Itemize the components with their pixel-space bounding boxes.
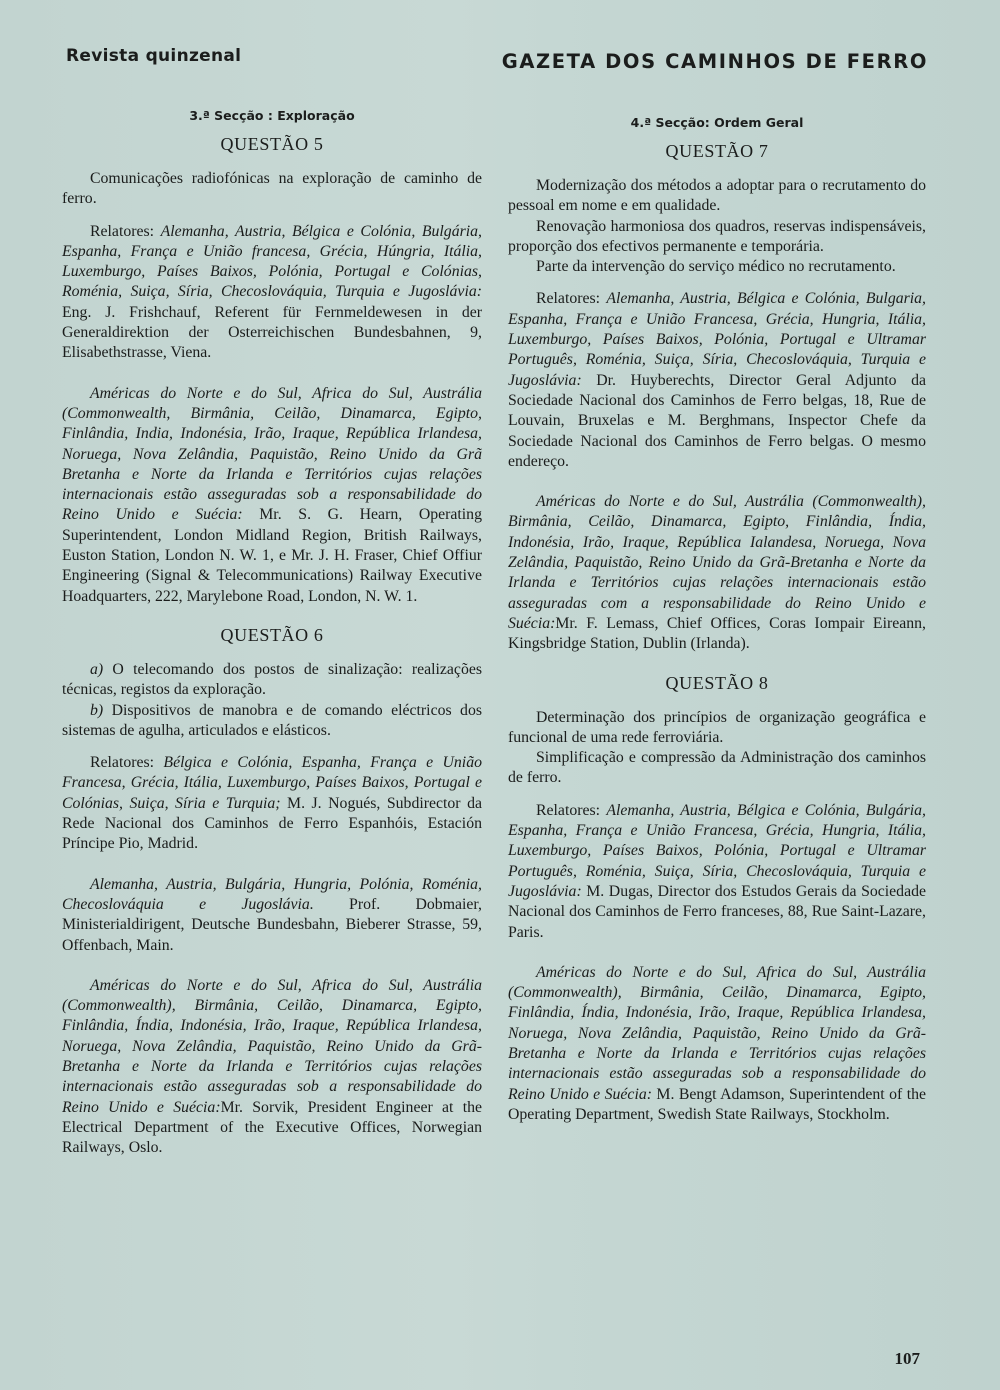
question-6-rapporteurs-2 xyxy=(62,875,482,956)
rapporteurs-countries: Alemanha, Austria, Bulgária, Hungria, Polónia, Roménia, Checoslováquia e Jugoslávia. xyxy=(62,875,482,913)
rapporteurs-person: Mr. Sorvik, President Engineer at the Electrical Department of the Executive Offices, Norwegian Railways, Oslo. xyxy=(62,1098,482,1157)
question-6-item-b xyxy=(62,701,482,742)
left-column xyxy=(62,108,482,1158)
rapporteurs-countries: Alemanha, Austria, Bélgica e Colónia, Bulgaria, Espanha, França e União Francesa, Grécia, Hungria, Itália, Luxemburgo, Países Baixos, Polónia, Portugal e Ultramar Português, Roménia, Suiça, Síria, Checoslováquia, Turquia e Jugoslávia: xyxy=(508,290,926,389)
rapporteurs-person: M. Dugas, Director dos Estudos Gerais da Sociedade Nacional dos Caminhos de Ferro franceses, 88, Rue Saint-Lazare, Paris. xyxy=(508,882,926,941)
rapporteurs-lead: Relatores: xyxy=(536,290,607,308)
question-8-rapporteurs-1 xyxy=(508,801,926,943)
question-7-topic-3: Parte da intervenção do serviço médico no recrutamento. xyxy=(536,258,896,276)
section-heading-ordem-geral: 4.ª Secção: Ordem Geral xyxy=(630,115,804,130)
item-label: a) xyxy=(90,660,104,678)
item-label: b) xyxy=(90,701,104,719)
question-7-rapporteurs-1 xyxy=(508,289,926,472)
rapporteurs-person: Mr. F. Lemass, Chief Offices, Coras Iompair Eireann, Kingsbridge Station, Dublin (Irlanda). xyxy=(508,614,926,653)
rapporteurs-countries: Américas do Norte e do Sul, Austrália (Commonwealth), Birmânia, Ceilão, Dinamarca, Egipto, Finlândia, Índia, Indonésia, Irão, Iraque, República Ialandesa, Noruega, Nova Zelândia, Paquistão, Reino Unido da Grã-Bretanha e Norte da Irlanda e Territórios cujas relações internacionais estão asseguradas com a responsabilidade do Reino Unido e Suécia: xyxy=(508,493,926,632)
rapporteurs-countries: Alemanha, Austria, Bélgica e Colónia, Bulgária, Espanha, França e União francesa, Grécia, Húngria, Itália, Luxemburgo, Países Baixos, Polónia, Portugal e Colónias, Roménia, Suiça, Síria, Checoslováquia, Turquia e Jugoslávia: xyxy=(62,222,482,301)
rapporteurs-countries: Américas do Norte e do Sul, Africa do Sul, Austrália (Commonwealth, Birmânia, Ceilão, Dinamarca, Egipto, Finlândia, India, Indonésia, Irão, Iraque, República Irlandesa, Noruega, Nova Zelândia, Paquistão, Reino Unido da Grã Bretanha e Norte da Irlanda e Territórios cujas relações internacionais estão asseguradas sob a responsabilidade do Reino Unido e Suécia: xyxy=(62,384,482,524)
question-6-title: QUESTÃO 6 xyxy=(220,624,324,645)
question-7-title: QUESTÃO 7 xyxy=(665,141,769,161)
rapporteurs-person: Eng. J. Frishchauf, Referent für Fernmeldewesen in der Generaldirektion der Osterreichischen Bundesbahnen, 9, Elisabethstrasse, Viena. xyxy=(62,303,482,362)
rapporteurs-person: Prof. Dobmaier, Ministerialdirigent, Deutsche Bundesbahn, Bieberer Strasse, 59, Offenbach, Main. xyxy=(62,895,482,954)
question-6-rapporteurs-1 xyxy=(62,753,482,854)
header-left: Revista quinzenal xyxy=(66,46,242,66)
rapporteurs-countries: Bélgica e Colónia, Espanha, França e União Francesa, Grécia, Itália, Luxemburgo, Países Baixos, Portugal e Colónias, Suiça, Síria e Turquia; xyxy=(62,754,482,812)
question-7-topic-1: Modernização dos métodos a adoptar para o recrutamento do pessoal em nome e em qualidade. xyxy=(508,177,926,215)
right-column xyxy=(508,108,926,1125)
header-right: GAZETA DOS CAMINHOS DE FERRO xyxy=(501,50,928,73)
question-7-rapporteurs-2 xyxy=(508,492,926,654)
question-5-title: QUESTÃO 5 xyxy=(220,134,324,154)
item-text: O telecomando dos postos de sinalização: realizações técnicas, registos da exploração. xyxy=(62,660,482,699)
rapporteurs-countries: Américas do Norte e do Sul, Africa do Sul, Austrália (Commonwealth), Birmânia, Ceilão, Dinamarca, Egipto, Finlândia, Índia, Indonésia, Irão, Iraque, República Irlandesa, Noruega, Nova Zelândia, Paquistão, Reino Unido da Grã-Bretanha e Norte da Irlanda e Territórios cujas relações internacionais estão asseguradas sob a responsabilidade do Reino Unido e Suécia: xyxy=(508,963,926,1103)
question-5-rapporteurs-1 xyxy=(62,222,482,364)
rapporteurs-person: Dr. Huyberechts, Director Geral Adjunto da Sociedade Nacional dos Caminhos de Ferro belgas, 18, Rue de Louvain, Bruxelas e M. Berghmans, Inspector Chefe da Sociedade Nacional dos Caminhos de Ferro belgas. O mesmo endereço. xyxy=(508,371,926,470)
rapporteurs-countries: Américas do Norte e do Sul, Africa do Sul, Austrália (Commonwealth), Birmânia, Ceilão, Dinamarca, Egipto, Finlândia, Índia, Indonésia, Irão, Iraque, República Irlandesa, Noruega, Nova Zelândia, Paquistão, Reino Unido da Grã-Bretanha e Norte da Irlanda e Territórios cujas relações internacionais estão asseguradas sob a responsabilidade do Reino Unido e Suécia: xyxy=(62,976,482,1116)
rapporteurs-person: M. Bengt Adamson, Superintendent of the Operating Department, Swedish State Railways, Stockholm. xyxy=(508,1085,926,1123)
question-6-item-a xyxy=(62,660,482,701)
rapporteurs-lead: Relatores: xyxy=(90,754,164,772)
question-8-topic-2: Simplificação e compressão da Administração dos caminhos de ferro. xyxy=(508,749,926,787)
rapporteurs-countries: Alemanha, Austria, Bélgica e Colónia, Bulgária, Espanha, França e União Francesa, Grécia, Hungria, Itália, Luxemburgo, Países Baixos, Polónia, Portugal e Ultramar Português, Roménia, Suiça, Síria, Checoslováquia, Turquia e Jugoslávia: xyxy=(508,801,926,900)
rapporteurs-lead: Relatores: xyxy=(90,222,161,240)
page-number: 107 xyxy=(894,1349,920,1368)
item-text: Dispositivos de manobra e de comando eléctricos dos sistemas de agulha, articulados e elásticos. xyxy=(62,701,482,739)
question-8-topic-1: Determinação dos princípios de organização geográfica e funcional de uma rede ferroviária. xyxy=(508,708,926,746)
question-6-rapporteurs-3 xyxy=(62,976,482,1159)
rapporteurs-lead: Relatores: xyxy=(536,801,607,819)
question-5-topic: Comunicações radiofónicas na exploração de caminho de ferro. xyxy=(62,170,482,208)
section-heading-exploracao: 3.ª Secção : Exploração xyxy=(189,108,355,123)
rapporteurs-person: M. J. Nogués, Subdirector da Rede Nacional dos Caminhos de Ferro Espanhóis, Estación Príncipe Pio, Madrid. xyxy=(62,794,482,853)
question-5-rapporteurs-2 xyxy=(62,384,482,607)
rapporteurs-person: Mr. S. G. Hearn, Operating Superintendent, London Midland Region, British Railways, Euston Station, London N. W. 1, e Mr. J. H. Fraser, Chief Offiur Engineering (Signal & Telecommunications) Railway Executive Hoadquarters, 222, Marylebone Road, London, N. W. 1. xyxy=(62,506,482,605)
question-8-rapporteurs-2 xyxy=(508,963,926,1125)
question-7-topic-2: Renovação harmoniosa dos quadros, reservas indispensáveis, proporção dos efectivos permanente e temporária. xyxy=(508,217,926,255)
question-8-title: QUESTÃO 8 xyxy=(665,672,769,693)
